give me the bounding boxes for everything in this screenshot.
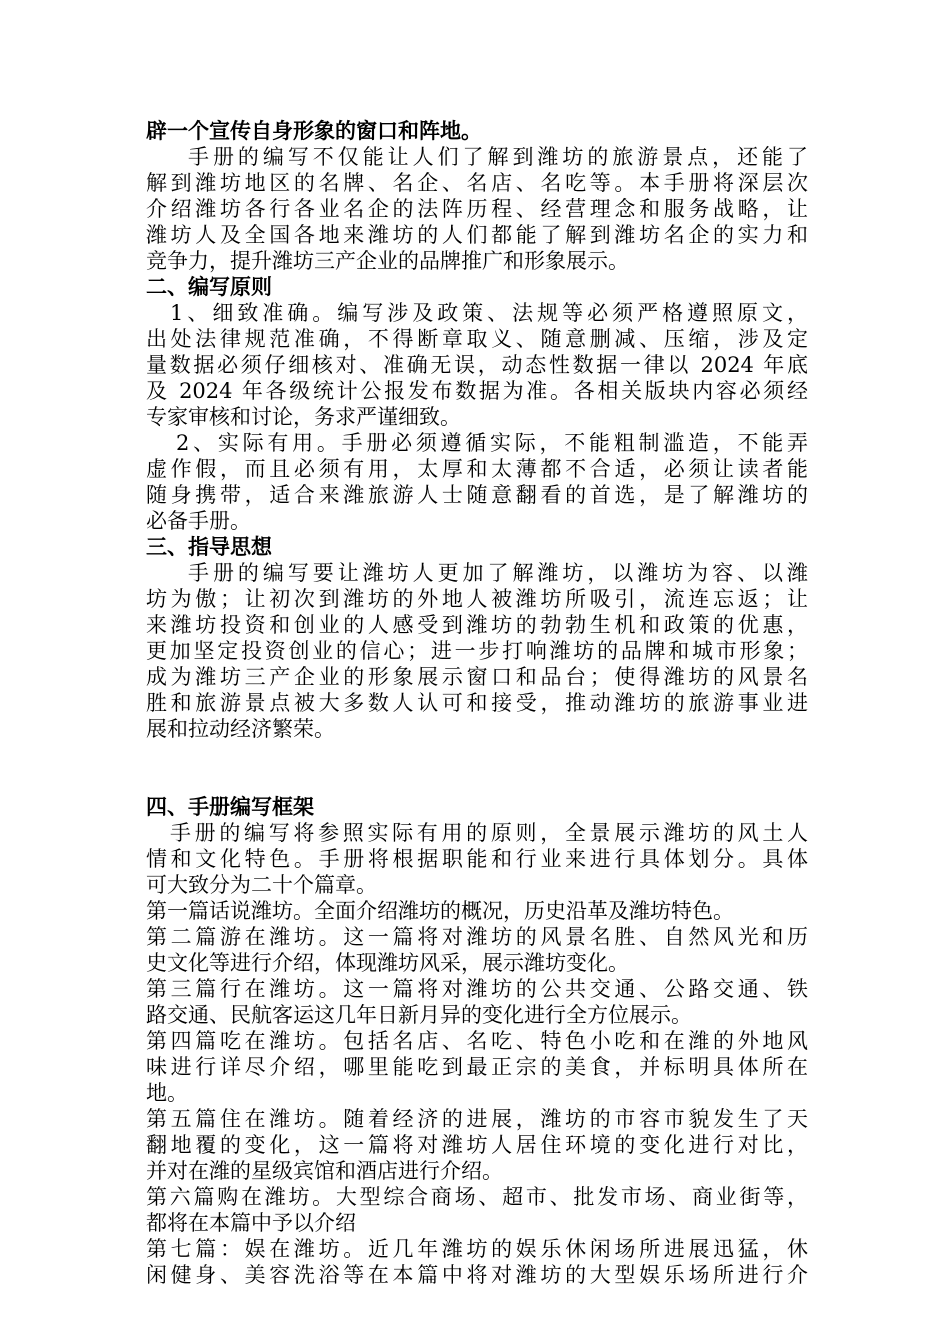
text-line: 手册的编写不仅能让人们了解到潍坊的旅游景点，还能了 — [188, 145, 808, 169]
text-line: 及 2024 年各级统计公报发布数据为准。各相关版块内容必须经 — [146, 379, 808, 403]
text-line: 第四篇吃在潍坊。包括名店、名吃、特色小吃和在潍的外地风 — [146, 1029, 808, 1053]
text-line: 路交通、民航客运这几年日新月异的变化进行全方位展示。 — [146, 1003, 692, 1027]
text-line: 第三篇行在潍坊。这一篇将对潍坊的公共交通、公路交通、铁 — [146, 977, 808, 1001]
text-line: 介绍潍坊各行各业名企的法阵历程、经营理念和服务战略，让 — [146, 197, 808, 221]
text-line: 并对在潍的星级宾馆和酒店进行介绍。 — [146, 1159, 503, 1183]
text-line: 来潍坊投资和创业的人感受到潍坊的勃勃生机和政策的优惠， — [146, 613, 808, 637]
text-line: 胜和旅游景点被大多数人认可和接受，推动潍坊的旅游事业进 — [146, 691, 808, 715]
section-heading: 三、指导思想 — [146, 535, 272, 559]
text-line: 闲健身、美容洗浴等在本篇中将对潍坊的大型娱乐场所进行介 — [146, 1263, 808, 1287]
text-line: 出处法律规范准确，不得断章取义、随意删减、压缩，涉及定 — [146, 327, 808, 351]
text-line: 地。 — [146, 1081, 188, 1105]
text-line: 专家审核和讨论，务求严谨细致。 — [146, 405, 461, 429]
text-line: 第二篇游在潍坊。这一篇将对潍坊的风景名胜、自然风光和历 — [146, 925, 808, 949]
text-line: 虚作假，而且必须有用，太厚和太薄都不合适，必须让读者能 — [146, 457, 808, 481]
text-line: 史文化等进行介绍，体现潍坊风采，展示潍坊变化。 — [146, 951, 629, 975]
text-line: 量数据必须仔细核对、准确无误，动态性数据一律以 2024 年底 — [146, 353, 808, 377]
text-line: 随身携带，适合来潍旅游人士随意翻看的首选，是了解潍坊的 — [146, 483, 808, 507]
text-line: 2、实际有用。手册必须遵循实际，不能粗制滥造，不能弄 — [176, 431, 808, 455]
text-line: 味进行详尽介绍，哪里能吃到最正宗的美食，并标明具体所在 — [146, 1055, 808, 1079]
section-heading: 二、编写原则 — [146, 275, 272, 299]
text-line: 第五篇住在潍坊。随着经济的进展，潍坊的市容市貌发生了天 — [146, 1107, 808, 1131]
text-line: 手册的编写将参照实际有用的原则，全景展示潍坊的风土人 — [170, 821, 808, 845]
text-line: 都将在本篇中予以介绍 — [146, 1211, 356, 1235]
text-line: 1、细致准确。编写涉及政策、法规等必须严格遵照原文， — [170, 301, 808, 325]
text-line: 翻地覆的变化，这一篇将对潍坊人居住环境的变化进行对比， — [146, 1133, 808, 1157]
text-line: 手册的编写要让潍坊人更加了解潍坊，以潍坊为容、以潍 — [188, 561, 808, 585]
text-line: 成为潍坊三产企业的形象展示窗口和品台；使得潍坊的风景名 — [146, 665, 808, 689]
section-heading: 四、手册编写框架 — [146, 795, 314, 819]
text-line: 展和拉动经济繁荣。 — [146, 717, 335, 741]
text-line: 必备手册。 — [146, 509, 251, 533]
text-line: 竞争力，提升潍坊三产企业的品牌推广和形象展示。 — [146, 249, 629, 273]
blank-line — [146, 742, 808, 794]
text-line: 可大致分为二十个篇章。 — [146, 873, 377, 897]
text-line: 情和文化特色。手册将根据职能和行业来进行具体划分。具体 — [146, 847, 808, 871]
text-line: 第一篇话说潍坊。全面介绍潍坊的概况，历史沿革及潍坊特色。 — [146, 899, 734, 923]
text-line: 第六篇购在潍坊。大型综合商场、超市、批发市场、商业街等， — [146, 1185, 808, 1209]
document-page — [146, 118, 808, 1288]
text-line: 更加坚定投资创业的信心；进一步打响潍坊的品牌和城市形象； — [146, 639, 808, 663]
text-line: 辟一个宣传自身形象的窗口和阵地。 — [146, 119, 482, 143]
text-line: 坊为傲；让初次到潍坊的外地人被潍坊所吸引，流连忘返；让 — [146, 587, 808, 611]
text-line: 第七篇：娱在潍坊。近几年潍坊的娱乐休闲场所进展迅猛，休 — [146, 1237, 808, 1261]
text-line: 解到潍坊地区的名牌、名企、名店、名吃等。本手册将深层次 — [146, 171, 808, 195]
text-line: 潍坊人及全国各地来潍坊的人们都能了解到潍坊名企的实力和 — [146, 223, 808, 247]
